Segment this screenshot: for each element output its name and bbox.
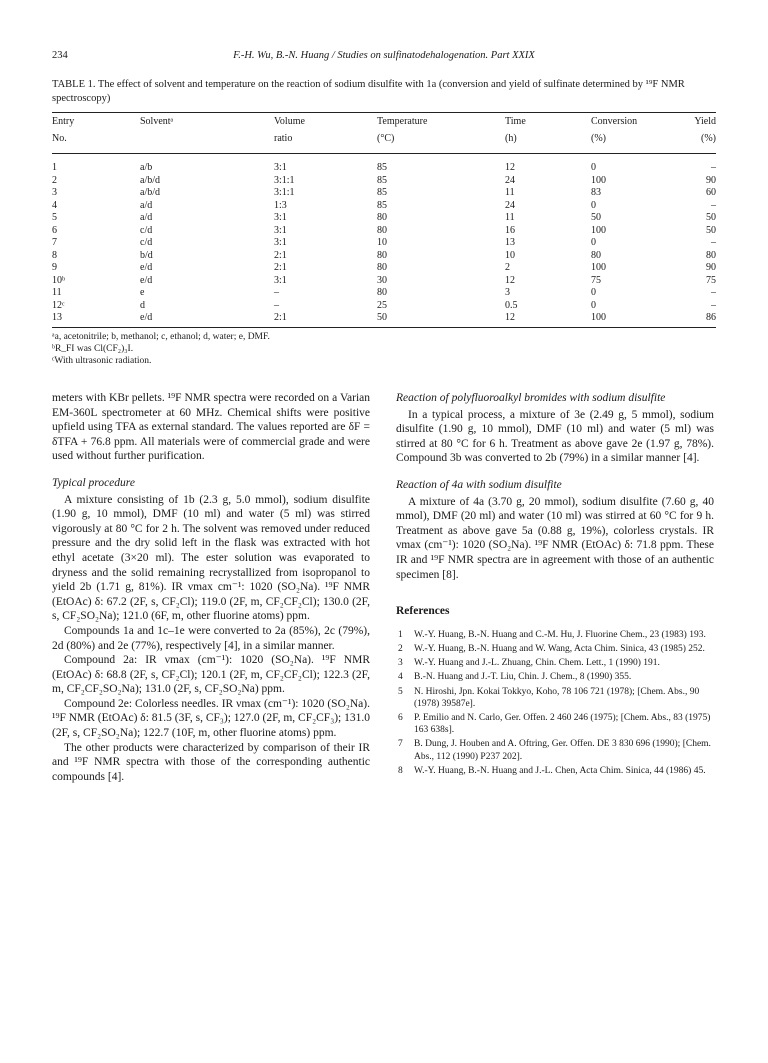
cell-entry: 6 — [52, 224, 57, 236]
footnote-b: ᵇR_FI was Cl(CF₂)₃I. — [52, 343, 134, 354]
reference-text: P. Emilio and N. Carlo, Ger. Offen. 2 460 246 (1975); [Chem. Abs., 83 (1975) 163 638s]. — [414, 712, 711, 736]
reference-text: W.-Y. Huang, B.-N. Huang and C.-M. Hu, J. Fluorine Chem., 23 (1983) 193. — [414, 629, 706, 640]
cell-conversion: 100 — [591, 174, 606, 186]
table-row — [52, 250, 716, 263]
cell-time: 12 — [505, 312, 591, 327]
cell-temperature: 85 — [377, 199, 387, 211]
cell-yield: – — [711, 199, 716, 211]
table-row — [52, 237, 716, 250]
footnote-c: ᶜWith ultrasonic radiation. — [52, 355, 152, 366]
reference-text: W.-Y. Huang, B.-N. Huang and W. Wang, Acta Chim. Sinica, 43 (1985) 252. — [414, 643, 705, 654]
cell-solvent: a/b/d — [140, 174, 160, 186]
cell-solvent: b/d — [140, 249, 153, 261]
header-volume: Volume — [274, 113, 377, 131]
table-body — [52, 154, 716, 328]
reference-number: 7 — [398, 739, 403, 750]
cell-volume: 1:3 — [274, 199, 287, 211]
paragraph-intro: meters with KBr pellets. ¹⁹F NMR spectra were recorded on a Varian EM-360L spectrometer at 60 MHz. Chemical shifts were positive upfield using TFA as external standard. The values reported are δF = δTFA + 76.8 ppm. All materials were of commercial grade and were used without further purification. — [52, 392, 370, 463]
reference-number: 6 — [398, 712, 403, 723]
table-caption: TABLE 1. The effect of solvent and temperature on the reaction of sodium disulfite with 1a (conversion and yield of sulfinate determined by ¹⁹F NMR spectroscopy) — [52, 79, 685, 104]
cell-time: 13 — [505, 237, 515, 248]
header-temperature-sub: (°C) — [377, 130, 505, 154]
cell-solvent: a/b/d — [140, 187, 160, 198]
cell-temperature: 25 — [377, 299, 387, 311]
paragraph-compounds: Compounds 1a and 1c–1e were converted to 2a (85%), 2c (79%), 2d (80%) and 2e (77%), respectively [4], in a similar manner. — [52, 624, 370, 652]
cell-conversion: 100 — [591, 262, 606, 273]
cell-time: 11 — [505, 212, 515, 223]
cell-volume: – — [274, 287, 279, 298]
table-row — [52, 154, 716, 175]
cell-yield: 86 — [687, 312, 716, 327]
table-row — [52, 287, 716, 300]
paragraph-other-products: The other products were characterized by comparison of their IR and ¹⁹F NMR spectra with those of the corresponding authentic compounds [4]. — [52, 741, 370, 783]
cell-temperature: 50 — [377, 312, 505, 327]
cell-entry: 8 — [52, 249, 57, 261]
reference-number: 5 — [398, 686, 403, 697]
header-entry: Entry — [52, 113, 140, 131]
cell-conversion: 80 — [591, 249, 601, 261]
cell-solvent: a/d — [140, 212, 153, 223]
footnote-a: ᵃa, acetonitrile; b, methanol; c, ethanol; d, water; e, DMF. — [52, 331, 270, 342]
cell-volume: 3:1:1 — [274, 174, 295, 186]
cell-solvent: a/d — [140, 199, 153, 211]
cell-entry: 13 — [52, 312, 140, 327]
reference-text: B.-N. Huang and J.-T. Liu, Chin. J. Chem., 8 (1990) 355. — [414, 672, 632, 683]
reference-item — [396, 712, 714, 736]
reference-text: W.-Y. Huang, B.-N. Huang and J.-L. Chen, Acta Chim. Sinica, 44 (1986) 45. — [414, 765, 706, 776]
cell-yield: – — [711, 162, 716, 173]
table-row — [52, 187, 716, 200]
cell-solvent: d — [140, 299, 145, 311]
cell-time: 16 — [505, 224, 515, 236]
left-column — [52, 391, 370, 784]
cell-entry: 11 — [52, 287, 62, 298]
cell-time: 0.5 — [505, 299, 518, 311]
cell-entry: 2 — [52, 174, 57, 186]
table-row — [52, 300, 716, 313]
heading-typical-procedure: Typical procedure — [52, 476, 135, 489]
cell-yield: 75 — [706, 274, 716, 286]
cell-temperature: 80 — [377, 287, 387, 298]
header-yield: Yield — [687, 113, 716, 131]
reference-item — [396, 765, 714, 777]
header-time: Time — [505, 113, 591, 131]
paragraph-compound-2e: Compound 2e: Colorless needles. IR νmax (cm⁻¹): 1020 (SO₂Na). ¹⁹F NMR (EtOAc) δ: 81.5 (3F, s, CF₃); 127.0 (2F, m, CF₂CF₃); 131.0 (2F, s, CF₂SO₂Na); 122.7 (10F, m, other fluorine atoms) ppm. — [52, 697, 370, 740]
reference-number: 4 — [398, 672, 403, 683]
reference-item — [396, 686, 714, 710]
cell-time: 12 — [505, 274, 515, 286]
cell-temperature: 80 — [377, 249, 387, 261]
cell-temperature: 10 — [377, 237, 387, 248]
references-heading: References — [396, 605, 450, 618]
cell-solvent: e/d — [140, 262, 153, 273]
cell-solvent: e/d — [140, 312, 274, 327]
cell-yield: 50 — [706, 224, 716, 236]
results-table — [52, 112, 716, 328]
right-column — [396, 391, 714, 779]
table-1 — [52, 112, 716, 367]
table-row — [52, 175, 716, 188]
cell-temperature: 80 — [377, 212, 387, 223]
cell-volume: 2:1 — [274, 262, 287, 273]
cell-conversion: 0 — [591, 162, 596, 173]
cell-conversion: 50 — [591, 212, 601, 223]
references-list — [396, 629, 714, 777]
cell-solvent: e/d — [140, 274, 153, 286]
cell-conversion: 0 — [591, 299, 596, 311]
cell-conversion: 0 — [591, 237, 596, 248]
running-head — [52, 50, 716, 66]
paragraph-compound-2a: Compound 2a: IR νmax (cm⁻¹): 1020 (SO₂Na). ¹⁹F NMR (EtOAc) δ: 68.8 (2F, s, CF₂Cl); 120.1 (2F, m, CF₂CF₂Cl); 122.3 (2F, m, CF₂CF₂SO₂Na); 131.0 (2F, s, CF₂SO₂Na) ppm. — [52, 654, 370, 696]
cell-conversion: 100 — [591, 312, 687, 327]
table-row — [52, 225, 716, 238]
reference-item — [396, 671, 714, 683]
cell-time: 24 — [505, 199, 515, 211]
cell-volume: 2:1 — [274, 312, 377, 327]
cell-solvent: a/b — [140, 162, 153, 173]
reference-item — [396, 643, 714, 655]
cell-time: 12 — [505, 162, 515, 173]
paragraph-bromides: In a typical process, a mixture of 3e (2.49 g, 5 mmol), sodium disulfite (1.90 g, 10 mmol), DMF (10 ml) and water (5 ml) was stirred at 80 °C for 6 h. Treatment as above gave 2e (1.97 g, 78%). Compound 3b was converted to 2b (79%) in a similar manner [4]. — [396, 408, 714, 465]
cell-yield: 90 — [706, 262, 716, 273]
heading-bromides: Reaction of polyfluoroalkyl bromides with sodium disulfite — [396, 392, 666, 404]
cell-volume: 3:1 — [274, 237, 287, 248]
reference-number: 1 — [398, 629, 403, 640]
table-row — [52, 312, 716, 327]
cell-entry: 10ᵇ — [52, 274, 66, 286]
cell-time: 24 — [505, 174, 515, 186]
cell-temperature: 30 — [377, 274, 387, 286]
table-footnotes — [52, 331, 716, 367]
cell-volume: 3:1 — [274, 224, 287, 236]
header-entry-sub: No. — [52, 130, 140, 154]
table-row — [52, 200, 716, 213]
cell-temperature: 80 — [377, 224, 387, 236]
cell-solvent: e — [140, 287, 145, 298]
table-row — [52, 262, 716, 275]
cell-temperature: 85 — [377, 174, 387, 186]
cell-entry: 9 — [52, 262, 57, 273]
header-solvent-sub — [140, 130, 274, 154]
header-conversion: Conversion — [591, 113, 687, 131]
reference-text: W.-Y. Huang and J.-L. Zhuang, Chin. Chem. Lett., 1 (1990) 191. — [414, 658, 660, 669]
cell-volume: 3:1 — [274, 274, 287, 286]
page-number: 234 — [52, 50, 68, 61]
cell-solvent: c/d — [140, 224, 153, 236]
running-title: F.-H. Wu, B.-N. Huang / Studies on sulfinatodehalogenation. Part XXIX — [233, 50, 535, 61]
cell-yield: 50 — [706, 212, 716, 223]
cell-conversion: 75 — [591, 274, 601, 286]
cell-time: 10 — [505, 249, 515, 261]
header-conversion-sub: (%) — [591, 130, 687, 154]
header-volume-sub: ratio — [274, 130, 377, 154]
cell-time: 2 — [505, 262, 510, 273]
paragraph-4a: A mixture of 4a (3.70 g, 20 mmol), sodium disulfite (7.60 g, 40 mmol), DMF (20 ml) and water (10 ml) was stirred at 60 °C for 9 h. Treatment as above gave 5a (0.88 g, 19%), colorless crystals. IR νmax (cm⁻¹): 1020 (SO₂Na). ¹⁹F NMR (EtOAc) δ: 71.8 ppm. These IR and ¹⁹F NMR spectra are in agreement with those of an authentic specimen [8]. — [396, 495, 714, 581]
cell-volume: 2:1 — [274, 249, 287, 261]
cell-volume: 3:1 — [274, 212, 287, 223]
cell-temperature: 85 — [377, 187, 387, 198]
cell-time: 3 — [505, 287, 510, 298]
cell-yield: 80 — [706, 249, 716, 261]
cell-time: 11 — [505, 187, 515, 198]
cell-solvent: c/d — [140, 237, 153, 248]
cell-yield: – — [711, 237, 716, 248]
cell-yield: 60 — [706, 187, 716, 198]
cell-entry: 3 — [52, 187, 57, 198]
paragraph-typical-procedure: A mixture consisting of 1b (2.3 g, 5.0 mmol), sodium disulfite (1.90 g, 10 mmol), DMF (10 ml) and water (5 ml) was stirred vigorously at 80 °C for 2 h. The solvent was removed under reduced pressure and the dry solid left in the flask was extracted with hot ethyl acetate (3×20 ml). The ester solution was evaporated to dryness and the solid remaining recrystallized from isopropanol to yield 2b (1.71 g, 81%). IR νmax cm⁻¹: 1020 (SO₂Na). ¹⁹F NMR (EtOAc) δ: 67.2 (2F, s, CF₂Cl); 119.0 (2F, m, CF₂CF₂Cl); 130.0 (2F, s, CF₂SO₂Na); 121.0 (6F, m, other fluorine atoms) ppm. — [52, 493, 370, 623]
cell-entry: 5 — [52, 212, 57, 223]
reference-number: 3 — [398, 658, 403, 669]
cell-entry: 1 — [52, 162, 57, 173]
heading-4a: Reaction of 4a with sodium disulfite — [396, 478, 562, 491]
cell-temperature: 80 — [377, 262, 387, 273]
cell-entry: 12ᶜ — [52, 299, 65, 311]
cell-volume: 3:1 — [274, 162, 287, 173]
header-solvent: Solventᵃ — [140, 113, 274, 131]
header-time-sub: (h) — [505, 130, 591, 154]
reference-text: B. Dung, J. Houben and A. Oftring, Ger. Offen. DE 3 830 696 (1990); [Chem. Abs., 112 (1990) P237 202]. — [414, 739, 711, 762]
cell-conversion: 0 — [591, 287, 596, 298]
table-row — [52, 212, 716, 225]
cell-entry: 7 — [52, 237, 57, 248]
cell-conversion: 100 — [591, 224, 606, 236]
header-yield-sub: (%) — [687, 130, 716, 154]
reference-item — [396, 657, 714, 669]
reference-number: 2 — [398, 643, 403, 654]
cell-yield: 90 — [706, 174, 716, 186]
header-temperature: Temperature — [377, 113, 505, 131]
reference-item — [396, 629, 714, 641]
reference-text: N. Hiroshi, Jpn. Kokai Tokkyo, Koho, 78 106 721 (1978); [Chem. Abs., 90 (1978) 39587e]. — [414, 686, 700, 709]
reference-number: 8 — [398, 765, 403, 776]
cell-yield: – — [711, 299, 716, 311]
cell-volume: – — [274, 299, 279, 311]
table-row — [52, 275, 716, 288]
cell-yield: – — [711, 287, 716, 298]
cell-entry: 4 — [52, 199, 57, 211]
reference-item — [396, 738, 714, 762]
cell-conversion: 0 — [591, 199, 596, 211]
cell-conversion: 83 — [591, 187, 601, 198]
cell-volume: 3:1:1 — [274, 187, 295, 198]
cell-temperature: 85 — [377, 162, 387, 173]
